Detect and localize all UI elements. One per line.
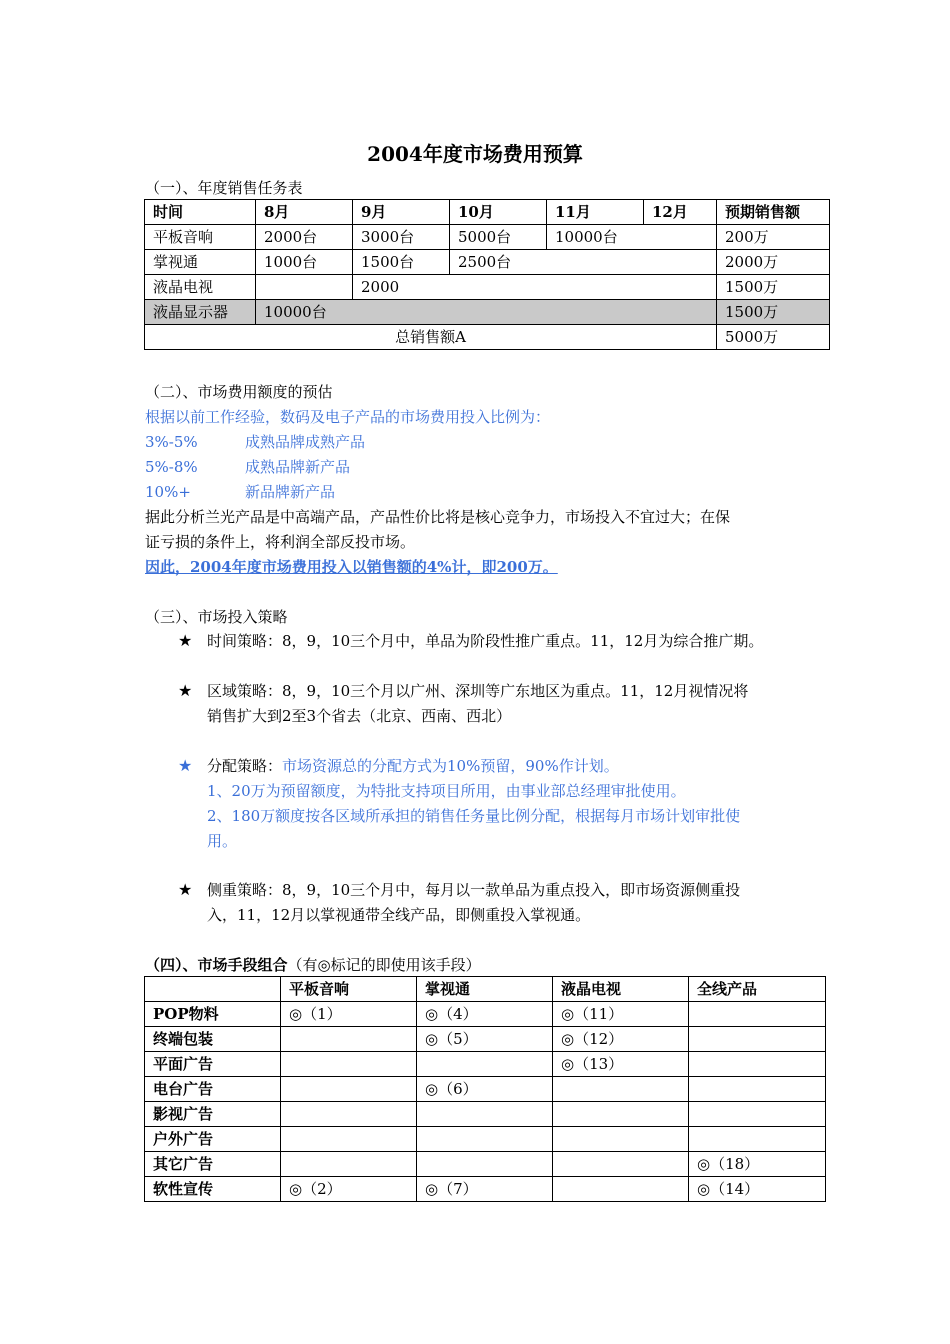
analysis-text: 据此分析兰光产品是中高端产品，产品性价比将是核心竞争力，市场投入不宜过大；在保: [145, 508, 731, 526]
header-cell: 12月: [644, 200, 717, 225]
alloc-item: 2、180万额度按各区域所承担的销售任务量比例分配，根据每月市场计划审批使: [207, 807, 741, 825]
table-row: [145, 1052, 826, 1077]
cell: [281, 1127, 417, 1152]
row-label: 掌视通: [145, 250, 256, 275]
row-label: 平面广告: [145, 1052, 281, 1077]
section2-heading: （二）、市场费用额度的预估: [145, 383, 333, 401]
table-row: [145, 1127, 826, 1152]
header-cell: 液晶电视: [553, 977, 689, 1002]
sum-label: 总销售额A: [145, 325, 717, 350]
table-row: [145, 300, 830, 325]
cell: ◎（11）: [553, 1002, 689, 1027]
cell: ◎（5）: [417, 1027, 553, 1052]
sales-header-row: [145, 200, 830, 225]
cell: 10000台: [547, 225, 717, 250]
cell: [689, 1102, 826, 1127]
star-bullet-icon: ★: [178, 631, 193, 650]
header-cell: 平板音响: [281, 977, 417, 1002]
table-row: [145, 1002, 826, 1027]
conclusion-text: 因此，2004年度市场费用投入以销售额的4%计，即200万。: [145, 558, 558, 576]
ratio-desc: 成熟品牌成熟产品: [245, 433, 366, 451]
row-label: 软性宣传: [145, 1177, 281, 1202]
focus-strategy: 入，11，12月以掌视通带全线产品，即侧重投入掌视通。: [207, 906, 591, 924]
cell: [553, 1152, 689, 1177]
row-label: 液晶电视: [145, 275, 256, 300]
row-label: 影视广告: [145, 1102, 281, 1127]
star-bullet-icon: ★: [178, 756, 193, 775]
table-row: [145, 1102, 826, 1127]
table-row: [145, 275, 830, 300]
time-strategy: 时间策略：8，9，10三个月中，单品为阶段性推广重点。11，12月为综合推广期。: [207, 632, 764, 650]
cell: 1500万: [717, 300, 830, 325]
table-row: [145, 1027, 826, 1052]
header-cell: 时间: [145, 200, 256, 225]
header-cell: 全线产品: [689, 977, 826, 1002]
cell: 1500台: [353, 250, 450, 275]
alloc-label: 分配策略：: [207, 757, 283, 775]
cell: ◎（18）: [689, 1152, 826, 1177]
header-cell: 11月: [547, 200, 644, 225]
cell: 5000台: [450, 225, 547, 250]
header-cell: 10月: [450, 200, 547, 225]
row-label: 电台广告: [145, 1077, 281, 1102]
cell: [689, 1077, 826, 1102]
table-row: [145, 225, 830, 250]
cell: 2000万: [717, 250, 830, 275]
marketing-means-table: [144, 976, 826, 1202]
alloc-text: 市场资源总的分配方式为10%预留，90%作计划。: [282, 757, 619, 775]
region-strategy: 区域策略：8，9，10三个月以广州、深圳等广东地区为重点。11，12月视情况将: [207, 682, 749, 700]
row-label: 终端包装: [145, 1027, 281, 1052]
row-label: 户外广告: [145, 1127, 281, 1152]
table-row: [145, 250, 830, 275]
cell: [689, 1002, 826, 1027]
sum-value: 5000万: [717, 325, 830, 350]
header-cell: 8月: [256, 200, 353, 225]
cell: [553, 1127, 689, 1152]
header-cell: 预期销售额: [717, 200, 830, 225]
cell: [281, 1027, 417, 1052]
cell: 1000台: [256, 250, 353, 275]
section1-heading: （一）、年度销售任务表: [145, 179, 303, 197]
cell: [689, 1127, 826, 1152]
header-cell: [145, 977, 281, 1002]
sum-row: [145, 325, 830, 350]
alloc-item: 用。: [207, 832, 238, 850]
cell: [281, 1052, 417, 1077]
means-header-row: [145, 977, 826, 1002]
section4-heading-bold: （四）、市场手段组合: [145, 956, 288, 974]
cell: ◎（1）: [281, 1002, 417, 1027]
sales-task-table: [144, 199, 830, 350]
row-label: 其它广告: [145, 1152, 281, 1177]
cell: 2000台: [256, 225, 353, 250]
cell: [553, 1177, 689, 1202]
cell: ◎（12）: [553, 1027, 689, 1052]
cell: [417, 1152, 553, 1177]
cell: ◎（7）: [417, 1177, 553, 1202]
cell: ◎（13）: [553, 1052, 689, 1077]
ratio-desc: 新品牌新产品: [245, 483, 336, 501]
section3-heading: （三）、市场投入策略: [145, 608, 288, 626]
cell: [281, 1102, 417, 1127]
cell: [417, 1127, 553, 1152]
focus-strategy: 侧重策略：8，9，10三个月中，每月以一款单品为重点投入，即市场资源侧重投: [207, 881, 741, 899]
page-title: 2004年度市场费用预算: [367, 142, 583, 166]
cell: 2500台: [450, 250, 717, 275]
cell: ◎（2）: [281, 1177, 417, 1202]
cell: 3000台: [353, 225, 450, 250]
table-row: [145, 1152, 826, 1177]
cell: [281, 1077, 417, 1102]
cell: ◎（14）: [689, 1177, 826, 1202]
ratio-pct: 10%+: [145, 483, 191, 501]
header-cell: 9月: [353, 200, 450, 225]
section4-heading-note: （有◎标记的即使用该手段）: [287, 956, 481, 974]
cell: [553, 1077, 689, 1102]
cell: [689, 1027, 826, 1052]
cell: ◎（6）: [417, 1077, 553, 1102]
ratio-pct: 3%-5%: [145, 433, 198, 451]
star-bullet-icon: ★: [178, 681, 193, 700]
header-cell: 掌视通: [417, 977, 553, 1002]
row-label: 平板音响: [145, 225, 256, 250]
ratio-intro: 根据以前工作经验，数码及电子产品的市场费用投入比例为：: [145, 408, 551, 426]
row-label: POP物料: [145, 1002, 281, 1027]
star-bullet-icon: ★: [178, 880, 193, 899]
region-strategy: 销售扩大到2至3个省去（北京、西南、西北）: [207, 707, 512, 725]
cell: [256, 275, 353, 300]
cell: 2000: [353, 275, 717, 300]
table-row: [145, 1077, 826, 1102]
cell: [417, 1052, 553, 1077]
cell: [689, 1052, 826, 1077]
section4-heading: [145, 955, 481, 975]
row-label: 液晶显示器: [145, 300, 256, 325]
cell: ◎（4）: [417, 1002, 553, 1027]
cell: [417, 1102, 553, 1127]
cell: 10000台: [256, 300, 717, 325]
ratio-pct: 5%-8%: [145, 458, 198, 476]
cell: [281, 1152, 417, 1177]
alloc-item: 1、20万为预留额度，为特批支持项目所用，由事业部总经理审批使用。: [207, 782, 686, 800]
table-row: [145, 1177, 826, 1202]
cell: 200万: [717, 225, 830, 250]
cell: [553, 1102, 689, 1127]
analysis-text: 证亏损的条件上，将利润全部反投市场。: [145, 533, 416, 551]
ratio-desc: 成熟品牌新产品: [245, 458, 351, 476]
cell: 1500万: [717, 275, 830, 300]
alloc-strategy: [207, 756, 619, 776]
